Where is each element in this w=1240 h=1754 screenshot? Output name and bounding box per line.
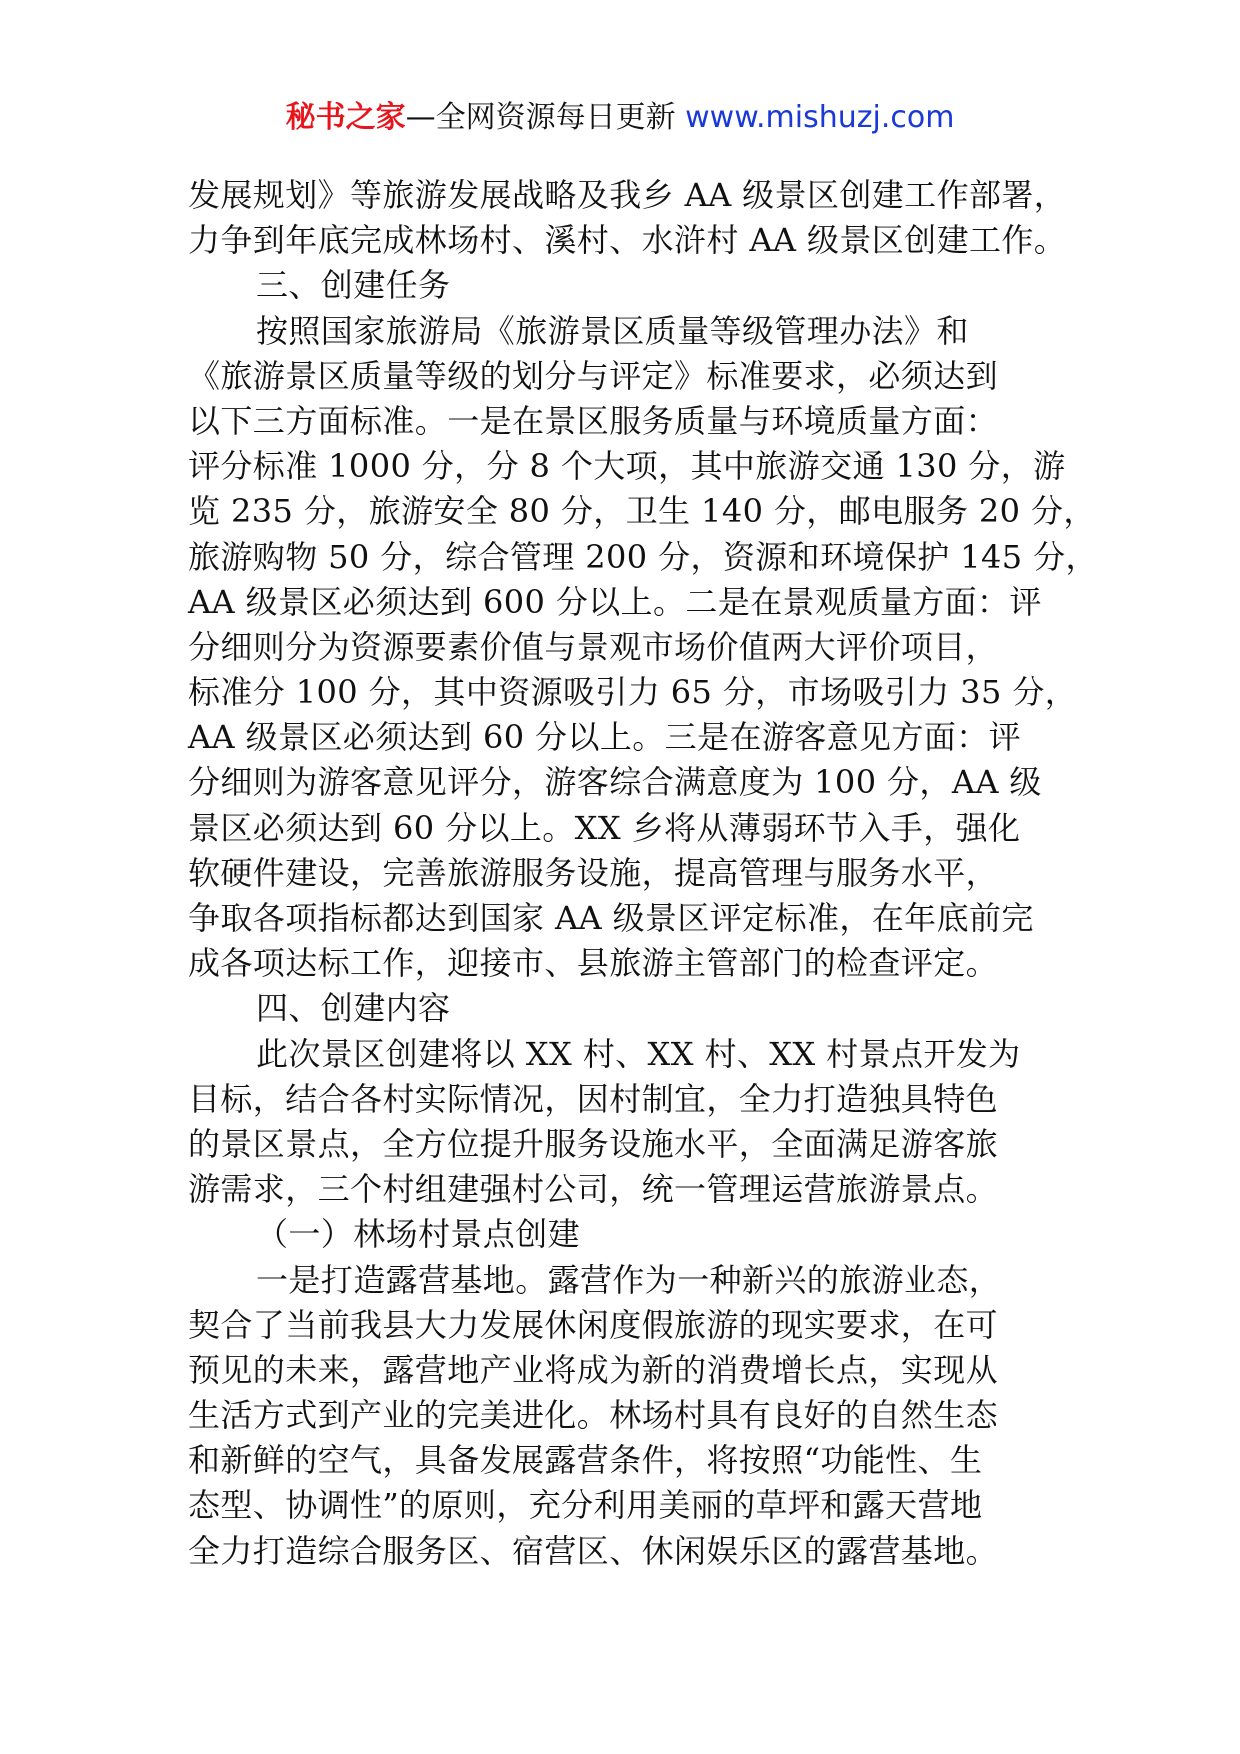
paragraph-line: AA 级景区必须达到 60 分以上。三是在游客意见方面：评 — [188, 718, 1022, 757]
paragraph-line: 标准分 100 分，其中资源吸引力 65 分，市场吸引力 35 分， — [188, 673, 1078, 712]
paragraph-line: 旅游购物 50 分，综合管理 200 分，资源和环境保护 145 分， — [188, 537, 1098, 576]
paragraph-line: 以下三方面标准。一是在景区服务质量与环境质量方面： — [188, 401, 999, 440]
paragraph-line: 争取各项指标都达到国家 AA 级景区评定标准，在年底前完 — [188, 899, 1034, 937]
site-brand: 秘书之家 — [285, 100, 406, 135]
subsection-heading: （一）林场村景点创建 — [256, 1215, 581, 1254]
paragraph-line: AA 级景区必须达到 600 分以上。二是在景观质量方面：评 — [188, 582, 1042, 621]
paragraph-line: 目标，结合各村实际情况，因村制宜，全力打造独具特色 — [188, 1079, 999, 1118]
paragraph-line: 成各项达标工作，迎接市、县旅游主管部门的检查评定。 — [188, 944, 999, 983]
paragraph-line: 分细则分为资源要素价值与景观市场价值两大评价项目， — [188, 627, 999, 666]
site-header — [0, 98, 1240, 138]
paragraph-line: 一是打造露营基地。露营作为一种新兴的旅游业态， — [256, 1260, 1002, 1299]
paragraph-line: 全力打造综合服务区、宿营区、休闲娱乐区的露营基地。 — [188, 1531, 999, 1570]
paragraph-line: 游需求，三个村组建强村公司，统一管理运营旅游景点。 — [188, 1170, 999, 1209]
site-url-link[interactable]: www.mishuzj.com — [685, 100, 955, 135]
paragraph-line: 此次景区创建将以 XX 村、XX 村、XX 村景点开发为 — [256, 1034, 1021, 1073]
paragraph-line: 景区必须达到 60 分以上。XX 乡将从薄弱环节入手，强化 — [188, 808, 1021, 847]
paragraph-line: 态型、协调性”的原则，充分利用美丽的草坪和露天营地 — [188, 1486, 983, 1525]
paragraph-line: 契合了当前我县大力发展休闲度假旅游的现实要求，在可 — [188, 1305, 999, 1344]
section-heading: 四、创建内容 — [256, 989, 451, 1028]
paragraph-line: 预见的未来，露营地产业将成为新的消费增长点，实现从 — [188, 1350, 999, 1389]
paragraph-line: 力争到年底完成林场村、溪村、水浒村 AA 级景区创建工作。 — [188, 221, 1067, 260]
paragraph-line: 软硬件建设，完善旅游服务设施，提高管理与服务水平， — [188, 853, 999, 892]
paragraph-line: 发展规划》等旅游发展战略及我乡 AA 级景区创建工作部署， — [188, 176, 1067, 214]
paragraph-line: 《旅游景区质量等级的划分与评定》标准要求，必须达到 — [188, 356, 999, 395]
paragraph-line: 的景区景点，全方位提升服务设施水平，全面满足游客旅 — [188, 1124, 999, 1163]
paragraph-line: 览 235 分，旅游安全 80 分，卫生 140 分，邮电服务 20 分， — [188, 492, 1096, 531]
site-slogan: —全网资源每日更新 — [405, 100, 686, 135]
section-heading: 三、创建任务 — [256, 266, 451, 305]
document-body — [188, 173, 1098, 1574]
paragraph-line: 按照国家旅游局《旅游景区质量等级管理办法》和 — [256, 311, 969, 350]
paragraph-line: 评分标准 1000 分，分 8 个大项，其中旅游交通 130 分，游 — [188, 447, 1066, 486]
paragraph-line: 分细则为游客意见评分，游客综合满意度为 100 分，AA 级 — [188, 763, 1042, 802]
paragraph-line: 和新鲜的空气，具备发展露营条件，将按照“功能性、生 — [188, 1441, 983, 1480]
paragraph-line: 生活方式到产业的完美进化。林场村具有良好的自然生态 — [188, 1396, 999, 1435]
